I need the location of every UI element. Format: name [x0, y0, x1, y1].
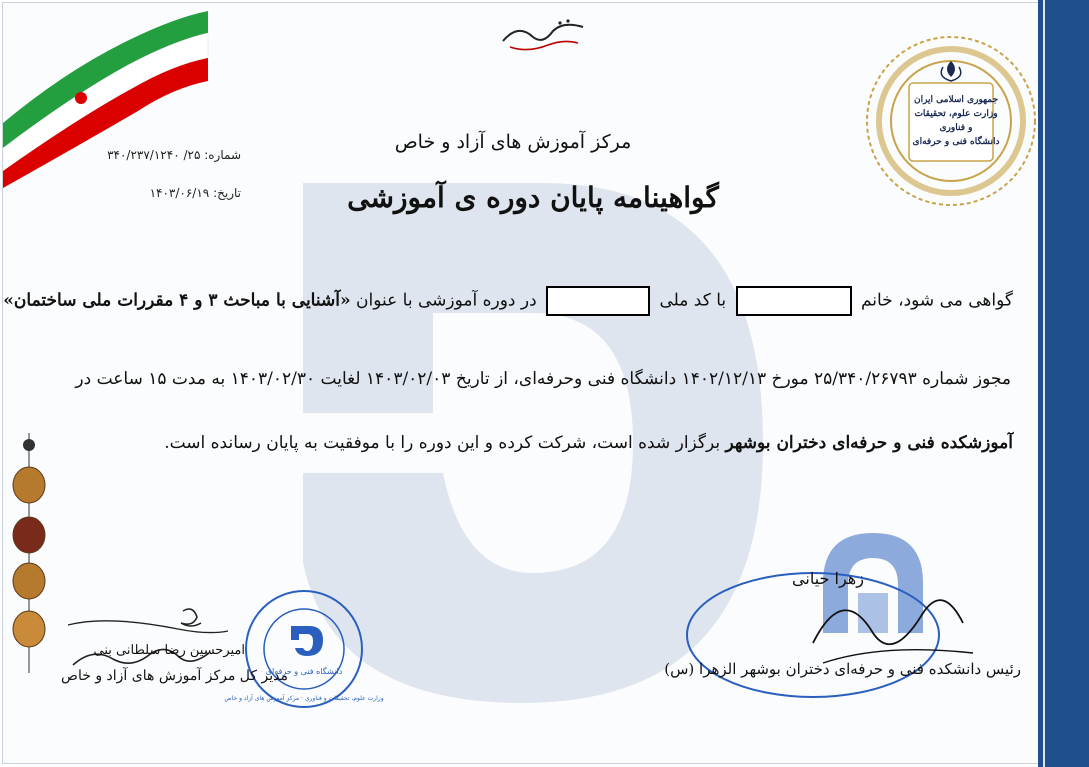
- certificate-number: [91, 148, 241, 162]
- left-stamp-seal: [224, 586, 384, 712]
- date-value: ۱۴۰۳/۰۶/۱۹: [149, 186, 210, 200]
- redacted-name-box: [736, 286, 852, 316]
- emblem-text: [911, 93, 1001, 149]
- number-label: شماره:: [204, 148, 241, 162]
- body-line-1: [3, 286, 1013, 316]
- left-signer-name: امیرحسین رضا سلطانی بنی: [93, 643, 245, 658]
- certificate-date: [123, 186, 241, 200]
- emblem-line-1: جمهوری اسلامی ایران: [913, 95, 999, 105]
- body-line-2: مجوز شماره ۲۵/۳۴۰/۲۶۷۹۳ مورخ ۱۴۰۲/۱۲/۱۳ دانشگاه فنی وحرفه‌ای، از تاریخ ۱۴۰۳/۰۲/۰۳ لغایت ۱۴۰۳/۰۲/۳۰ به مدت ۱۵ ساعت در: [75, 369, 1011, 389]
- right-signer-caption: رئیس دانشکده فنی و حرفه‌ای دختران بوشهر الزهرا (س): [664, 660, 1021, 678]
- left-stamp-ring-text: وزارت علوم، تحقیقات و فناوری · مرکز آموزش های آزاد و خاص: [224, 695, 384, 702]
- basmala-calligraphy-logo: [498, 13, 588, 55]
- emblem-line-3: دانشگاه فنی و حرفه‌ای: [912, 137, 1000, 147]
- left-stamp-center-text: دانشگاه فنی و حرفه‌ای: [265, 667, 343, 676]
- body-line-3: [164, 433, 1013, 453]
- emblem-line-2: وزارت علوم، تحقیقات و فناوری: [914, 109, 998, 133]
- certificate-sheet: [2, 2, 1040, 764]
- redacted-national-id-box: [546, 286, 650, 316]
- line3-rest: برگزار شده است، شرکت کرده و این دوره را با موفقیت به پایان رسانده است.: [164, 433, 721, 453]
- line1-intro: گواهی می شود، خانم: [860, 290, 1013, 311]
- left-signer-caption: مدیر کل مرکز آموزش های آزاد و خاص: [61, 668, 288, 684]
- line1-course-label: در دوره آموزشی با عنوان: [355, 290, 537, 311]
- date-label: تاریخ:: [213, 186, 241, 200]
- school-name: آموزشکده فنی و حرفه‌ای دختران بوشهر: [725, 433, 1013, 453]
- certificate-title: گواهینامه پایان دوره ی آموزشی: [347, 181, 719, 214]
- right-signer-name: زهرا حیانی: [792, 569, 864, 588]
- line1-national-id-label: با کد ملی: [659, 290, 727, 311]
- course-title: «آشنایی با مباحث ۳ و ۴ مقررات ملی ساختمان»: [3, 290, 351, 311]
- number-value: ۲۵/ ۳۴۰/۲۳۷/۱۲۴۰: [107, 148, 201, 162]
- left-ornament-decoration: [7, 433, 51, 673]
- center-name: مرکز آموزش های آزاد و خاص: [394, 131, 632, 153]
- right-border-bar: [1038, 0, 1089, 767]
